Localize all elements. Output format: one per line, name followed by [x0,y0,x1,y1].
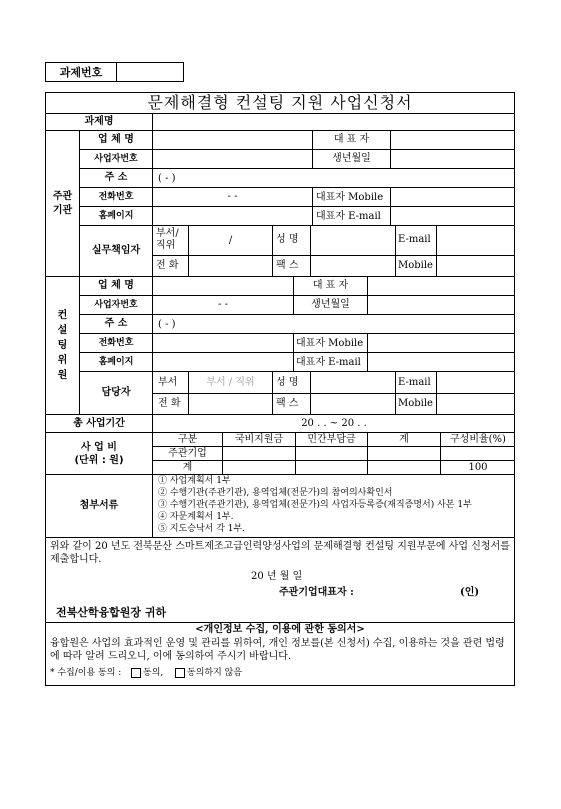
budget-header-2: 민간부담금 [307,433,356,445]
consult-bizno-label: 사업자번호 [94,300,138,310]
attachment-item: ④ 자문계획서 1부. [158,512,234,522]
host-dept-slash: / [228,234,233,246]
agree-label: 동의, [143,668,164,678]
declaration-recipient: 전북산학융합원장 귀하 [56,606,167,619]
period-label: 총 사업기간 [73,417,125,429]
disagree-checkbox[interactable] [175,668,185,678]
declaration-date: 20 년 월 일 [251,571,303,582]
consult-birth-label: 생년월일 [311,299,350,310]
consult-rep-label: 대 표 자 [312,280,349,291]
consult-rep-email-label: 대표자 E-mail [296,357,361,368]
privacy-text: 융합원은 사업의 효과적인 운영 및 관리를 위하여, 개인 정보를(본 신청서) 수집, 이용하는 것을 관련 법령에 따라 알려 드리오니, 이에 동의하여 주시기 바랍니다. [50,638,505,662]
privacy-title: <개인정보 수집, 이용에 관한 동의서> [195,624,365,635]
consult-section-label: 컨 설 팅 위 원 [57,310,68,381]
host-homepage-label: 홈페이지 [98,211,134,221]
budget-header-3: 계 [399,433,409,445]
host-company-label: 업 체 명 [98,134,134,145]
form-title: 문제해결형 컨설팅 지원 사업신청서 [147,93,413,112]
task-number-box [45,62,184,82]
host-phone-value: - - [227,191,238,202]
task-number-label: 과제번호 [46,63,117,81]
consult-address-label: 주 소 [104,318,128,329]
host-rep-label: 대 표 자 [333,134,370,145]
consult-company-label: 업 체 명 [98,280,134,291]
budget-total-label: 계 [182,461,193,473]
budget-label: 사 업 비 (단위 : 원) [74,441,124,466]
task-name-label: 과제명 [84,116,114,127]
attachments-label: 첨부서류 [79,500,119,511]
consult-address-value: ( - ) [158,319,176,330]
consult-fax-label: 팩 스 [276,398,299,409]
budget-row-label: 주관기업 [168,447,207,459]
budget-header-4: 구성비율(%) [450,433,506,445]
consult-name-label: 성 명 [276,377,299,388]
consult-mobile-label: Mobile [398,398,433,409]
host-mobile-label: Mobile [398,260,433,271]
host-tel-label: 전 화 [156,260,179,271]
privacy-consent-prefix: * 수집/이용 동의 : [50,668,122,678]
host-dept-label: 부서/ 직위 [156,228,179,251]
host-rep-mobile-label: 대표자 Mobile [316,192,384,203]
host-name-label: 성 명 [276,234,299,245]
budget-total-ratio: 100 [468,461,488,473]
host-phone-label: 전화번호 [98,192,134,202]
consult-rep-mobile-label: 대표자 Mobile [296,338,364,349]
consult-homepage-label: 홈페이지 [98,357,134,367]
attachment-item: ⑤ 지도승낙서 각 1부. [158,524,246,534]
declaration-text: 위와 같이 20 년도 전북문산 스마트제조고급인력양성사업의 문제해결형 컨설팅 지원부문에 사업 신청서를 제출합니다. [50,541,510,565]
attachment-item: ② 수행기관(주관기관), 용역업체(전문가)의 참여의사확인서 [158,488,393,498]
host-address-value: ( - ) [158,173,176,184]
host-manager-label: 실무책임자 [91,245,141,256]
attachment-item: ① 사업계획서 1부 [158,476,231,486]
host-bizno-label: 사업자번호 [94,154,138,164]
consult-bizno-value: - - [218,299,228,310]
attachment-item: ③ 수행기관(주관기관), 용역업체(전문가)의 사업자등록증(재직증명서) 사본 1부 [158,500,472,510]
host-section-label: 주관 기관 [52,190,73,216]
disagree-label: 동의하지 않음 [187,668,243,678]
consult-email-label: E-mail [398,377,431,388]
budget-header-0: 구분 [177,433,198,445]
consult-manager-label: 담당자 [101,387,131,398]
agree-checkbox[interactable] [131,668,141,678]
declaration-signer: 주관기업대표자 : [279,587,354,598]
host-rep-email-label: 대표자 E-mail [316,211,381,222]
declaration-seal: (인) [460,587,480,598]
host-birth-label: 생년월일 [332,153,371,164]
host-fax-label: 팩 스 [276,260,299,271]
consult-tel-label: 전 화 [158,398,181,409]
consult-dept-placeholder: 부서 / 직위 [206,376,255,388]
host-address-label: 주 소 [104,172,128,183]
consult-dept-label: 부서 [158,377,178,388]
consult-phone-label: 전화번호 [98,338,134,348]
period-value: 20 . . ~ 20 . . [301,417,367,429]
host-email-label: E-mail [398,234,431,245]
budget-header-1: 국비지원금 [234,433,284,445]
